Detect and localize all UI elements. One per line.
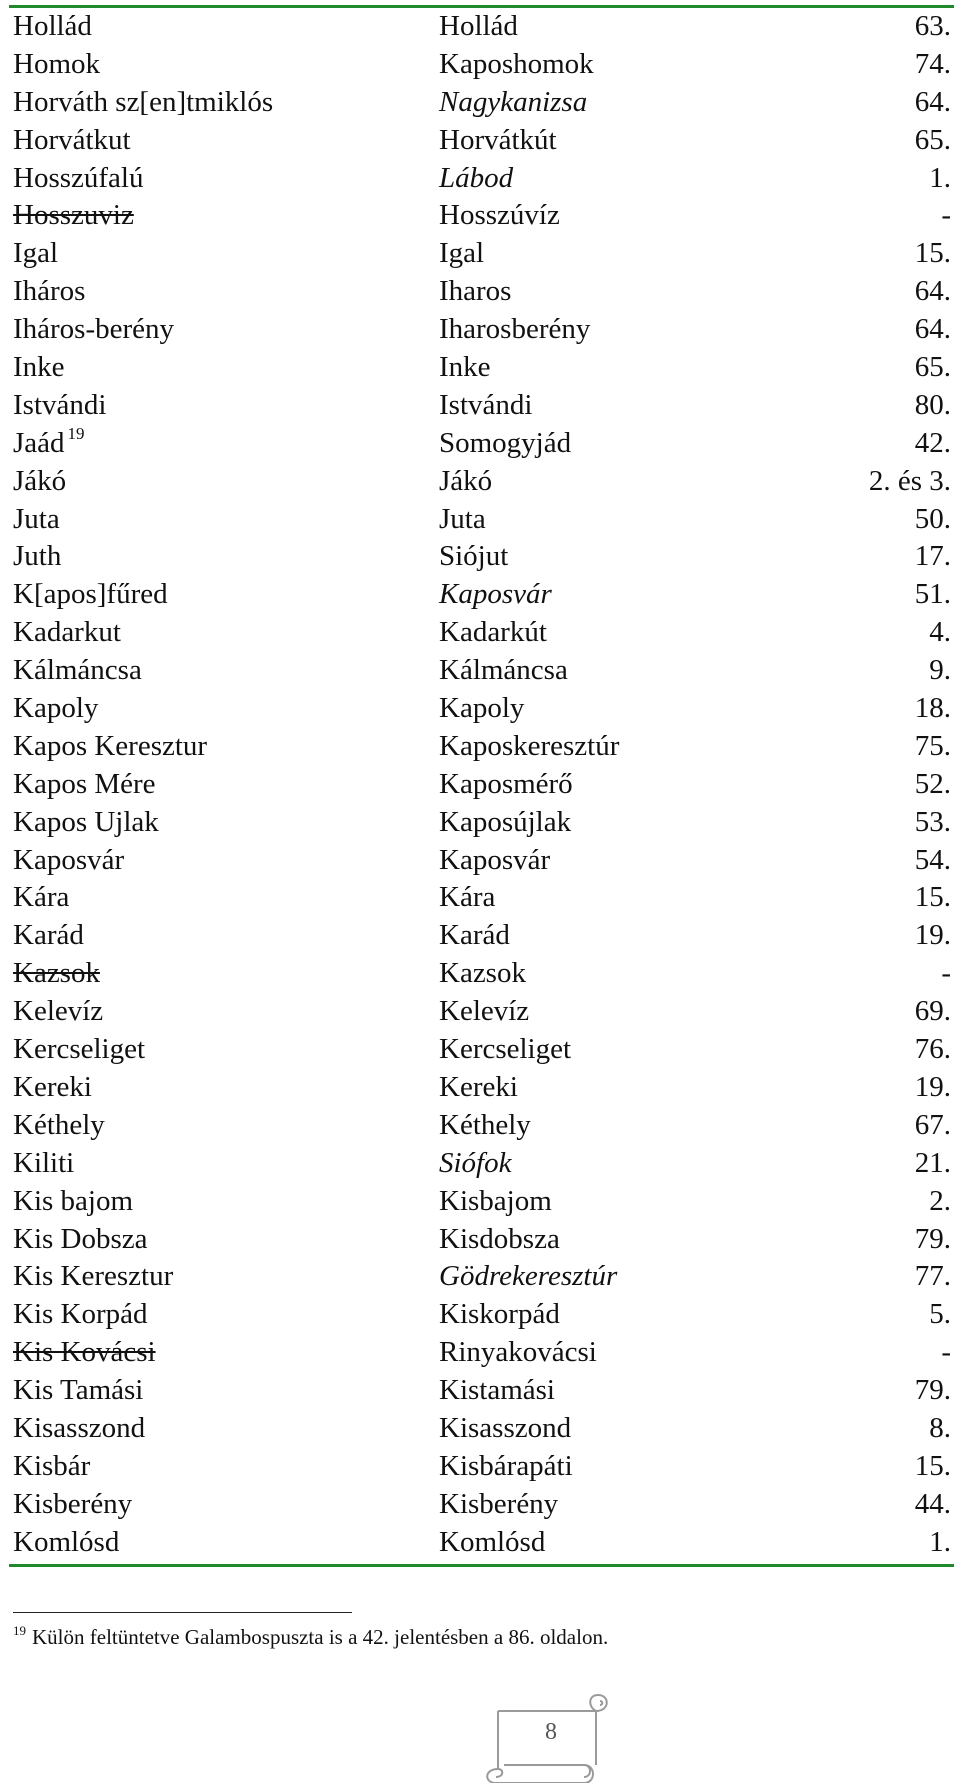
footnote-text: Külön feltüntetve Galambospuszta is a 42. jelentésben a 86. oldalon. (32, 1625, 609, 1649)
old-name-cell (13, 387, 106, 425)
old-name-text: Karád (13, 919, 84, 952)
report-number-cell: - (941, 199, 951, 232)
table-row (13, 197, 951, 235)
old-name-text: Kereki (13, 1070, 92, 1103)
report-number-cell: 44. (914, 1487, 951, 1520)
old-name-text: Kis Kovácsi (13, 1336, 156, 1369)
table-row (13, 349, 951, 387)
report-number-cell: 74. (914, 47, 951, 80)
old-name-cell (13, 1221, 148, 1259)
old-name-cell (13, 1145, 74, 1183)
old-name-cell (13, 235, 58, 273)
table-row (13, 614, 951, 652)
old-name-text: Kisasszond (13, 1411, 146, 1444)
report-number-cell: 2. (929, 1184, 951, 1217)
old-name-text: Hosszúfalú (13, 161, 144, 194)
table-row (13, 1372, 951, 1410)
table-row (13, 1069, 951, 1107)
old-name-text: Juta (13, 502, 60, 535)
current-name-cell: Kaposmérő (439, 767, 573, 800)
old-name-cell (13, 160, 143, 198)
old-name-cell (13, 652, 142, 690)
table-row (13, 501, 951, 539)
table-row (13, 1221, 951, 1259)
report-number-cell: 51. (914, 578, 951, 611)
table-row (13, 1107, 951, 1145)
report-number-cell: 63. (914, 10, 951, 42)
place-name-table (13, 8, 951, 1562)
current-name-cell: Somogyjád (439, 426, 572, 459)
old-name-text: Iháros-berény (13, 313, 175, 346)
report-number-cell: 9. (929, 654, 951, 687)
current-name-cell: Hosszúvíz (439, 199, 560, 232)
footnote-reference: 19 (67, 424, 85, 444)
report-number-cell: 64. (914, 85, 951, 118)
table-row (13, 46, 951, 84)
old-name-text: Hollád (13, 10, 92, 42)
old-name-cell (13, 1031, 145, 1069)
current-name-cell: Kapoly (439, 692, 525, 725)
table-row (13, 1334, 951, 1372)
old-name-text: Kéthely (13, 1108, 105, 1141)
current-name-cell: Kaposhomok (439, 47, 594, 80)
footnote (13, 1622, 608, 1652)
old-name-text: Kapos Ujlak (13, 805, 159, 838)
report-number-cell: 67. (914, 1108, 951, 1141)
footnote-marker: 19 (13, 1622, 26, 1638)
old-name-cell (13, 917, 84, 955)
table-row (13, 652, 951, 690)
report-number-cell: 53. (914, 805, 951, 838)
report-number-cell: 75. (914, 729, 951, 762)
old-name-text: Kálmáncsa (13, 654, 142, 687)
old-name-text: Jaád (13, 426, 65, 459)
old-name-text: Kadarkut (13, 616, 121, 649)
table-row (13, 690, 951, 728)
report-number-cell: 19. (914, 919, 951, 952)
old-name-cell (13, 766, 156, 804)
old-name-cell (13, 311, 174, 349)
report-number-cell: 18. (914, 692, 951, 725)
report-number-cell: 15. (914, 881, 951, 914)
table-row (13, 538, 951, 576)
old-name-cell (13, 842, 124, 880)
old-name-cell (13, 804, 159, 842)
report-number-cell: 65. (914, 351, 951, 384)
old-name-cell (13, 1486, 132, 1524)
table-row (13, 1486, 951, 1524)
bottom-green-rule (9, 1564, 954, 1567)
current-name-cell: Jákó (439, 464, 493, 497)
old-name-text: Juth (13, 540, 62, 573)
old-name-cell (13, 879, 69, 917)
old-name-cell (13, 501, 60, 539)
current-name-cell: Hollád (439, 10, 518, 42)
current-name-cell: Inke (439, 351, 491, 384)
old-name-cell (13, 1410, 145, 1448)
current-name-cell: Nagykanizsa (439, 85, 588, 118)
old-name-text: Komlósd (13, 1525, 120, 1558)
old-name-text: Kis Korpád (13, 1298, 148, 1331)
old-name-cell (13, 1448, 90, 1486)
report-number-cell: 15. (914, 1449, 951, 1482)
report-number-cell: 64. (914, 313, 951, 346)
table-row (13, 273, 951, 311)
footnote-separator (13, 1612, 352, 1613)
old-name-text: Kercseliget (13, 1033, 146, 1066)
table-row (13, 235, 951, 273)
old-name-text: Igal (13, 237, 59, 270)
current-name-cell: Kaposvár (439, 578, 552, 611)
table-row (13, 1031, 951, 1069)
old-name-text: Inke (13, 351, 65, 384)
old-name-text: Istvándi (13, 388, 107, 421)
old-name-cell (13, 1183, 133, 1221)
current-name-cell: Istvándi (439, 388, 533, 421)
report-number-cell: 80. (914, 388, 951, 421)
old-name-text: Horváth sz[en]tmiklós (13, 85, 274, 118)
current-name-cell: Kazsok (439, 957, 526, 990)
old-name-cell (13, 614, 121, 652)
current-name-cell: Kisdobsza (439, 1222, 560, 1255)
current-name-cell: Iharos (439, 275, 512, 308)
table-row (13, 160, 951, 198)
old-name-text: Kapos Keresztur (13, 729, 208, 762)
current-name-cell: Kisberény (439, 1487, 559, 1520)
old-name-cell (13, 1069, 92, 1107)
table-row (13, 1524, 951, 1562)
table-row (13, 1410, 951, 1448)
report-number-cell: 52. (914, 767, 951, 800)
table-row (13, 804, 951, 842)
report-number-cell: 50. (914, 502, 951, 535)
report-number-cell: 42. (914, 426, 951, 459)
table-row (13, 879, 951, 917)
report-number-cell: 1. (929, 161, 951, 194)
old-name-text: Kazsok (13, 957, 100, 990)
old-name-cell (13, 1334, 156, 1372)
table-row (13, 993, 951, 1031)
old-name-cell (13, 955, 100, 993)
table-row (13, 122, 951, 160)
old-name-text: Jákó (13, 464, 67, 497)
old-name-cell (13, 690, 98, 728)
old-name-text: Hosszuviz (13, 199, 134, 232)
old-name-text: Homok (13, 47, 100, 80)
old-name-cell (13, 425, 85, 463)
report-number-cell: 4. (929, 616, 951, 649)
old-name-text: Kaposvár (13, 843, 125, 876)
old-name-text: Kis Tamási (13, 1374, 144, 1407)
current-name-cell: Kistamási (439, 1374, 555, 1407)
table-row (13, 84, 951, 122)
report-number-cell: 17. (914, 540, 951, 573)
report-number-cell: 76. (914, 1033, 951, 1066)
current-name-cell: Siófok (439, 1146, 512, 1179)
table-row (13, 1296, 951, 1334)
table-row (13, 955, 951, 993)
current-name-cell: Iharosberény (439, 313, 591, 346)
report-number-cell: 8. (929, 1411, 951, 1444)
old-name-cell (13, 728, 207, 766)
current-name-cell: Kára (439, 881, 496, 914)
report-number-cell: 21. (914, 1146, 951, 1179)
report-number-cell: 19. (914, 1070, 951, 1103)
old-name-text: K[apos]fűred (13, 578, 168, 611)
old-name-text: Kis Keresztur (13, 1260, 174, 1293)
current-name-cell: Kereki (439, 1070, 518, 1103)
old-name-cell (13, 122, 131, 160)
old-name-text: Kapoly (13, 692, 99, 725)
current-name-cell: Karád (439, 919, 510, 952)
current-name-cell: Lábod (439, 161, 514, 194)
old-name-cell (13, 1524, 119, 1562)
report-number-cell: - (941, 957, 951, 990)
old-name-text: Kelevíz (13, 995, 104, 1028)
current-name-cell: Siójut (439, 540, 509, 573)
current-name-cell: Kálmáncsa (439, 654, 568, 687)
old-name-cell (13, 1372, 143, 1410)
current-name-cell: Kaposkeresztúr (439, 729, 620, 762)
old-name-text: Kapos Mére (13, 767, 156, 800)
report-number-cell: 69. (914, 995, 951, 1028)
old-name-cell (13, 8, 92, 46)
old-name-text: Kiliti (13, 1146, 75, 1179)
page-number: 8 (545, 1719, 557, 1745)
table-row (13, 1145, 951, 1183)
current-name-cell: Kadarkút (439, 616, 547, 649)
old-name-text: Kisbár (13, 1449, 91, 1482)
table-row (13, 463, 951, 501)
report-number-cell: 79. (914, 1222, 951, 1255)
old-name-cell (13, 993, 103, 1031)
current-name-cell: Kisasszond (439, 1411, 572, 1444)
report-number-cell: 65. (914, 123, 951, 156)
current-name-cell: Komlósd (439, 1525, 546, 1558)
table-row (13, 1183, 951, 1221)
report-number-cell: 2. és 3. (868, 464, 951, 497)
current-name-cell: Kercseliget (439, 1033, 572, 1066)
table-row (13, 1448, 951, 1486)
old-name-cell (13, 46, 100, 84)
table-row (13, 425, 951, 463)
current-name-cell: Kéthely (439, 1108, 531, 1141)
old-name-text: Kis bajom (13, 1184, 134, 1217)
current-name-cell: Kaposvár (439, 843, 551, 876)
old-name-text: Kisberény (13, 1487, 133, 1520)
current-name-cell: Kiskorpád (439, 1298, 560, 1331)
table-row (13, 8, 951, 46)
current-name-cell: Gödrekeresztúr (439, 1260, 618, 1293)
report-number-cell: 77. (914, 1260, 951, 1293)
table-row (13, 917, 951, 955)
old-name-cell (13, 84, 273, 122)
old-name-cell (13, 538, 61, 576)
current-name-cell: Kaposújlak (439, 805, 572, 838)
report-number-cell: 5. (929, 1298, 951, 1331)
old-name-cell (13, 1107, 105, 1145)
current-name-cell: Rinyakovácsi (439, 1336, 597, 1369)
current-name-cell: Horvátkút (439, 123, 557, 156)
current-name-cell: Kisbárapáti (439, 1449, 573, 1482)
old-name-text: Iháros (13, 275, 86, 308)
current-name-cell: Juta (439, 502, 486, 535)
old-name-text: Kis Dobsza (13, 1222, 148, 1255)
table-row (13, 766, 951, 804)
current-name-cell: Kisbajom (439, 1184, 552, 1217)
report-number-cell: 1. (929, 1525, 951, 1558)
table-row (13, 576, 951, 614)
old-name-cell (13, 1258, 173, 1296)
table-row (13, 387, 951, 425)
old-name-cell (13, 273, 85, 311)
old-name-cell (13, 463, 66, 501)
table-row (13, 842, 951, 880)
current-name-cell: Kelevíz (439, 995, 530, 1028)
report-number-cell: 15. (914, 237, 951, 270)
old-name-cell (13, 197, 134, 235)
table-row (13, 1258, 951, 1296)
old-name-cell (13, 1296, 148, 1334)
report-number-cell: 64. (914, 275, 951, 308)
old-name-text: Horvátkut (13, 123, 131, 156)
report-number-cell: 79. (914, 1374, 951, 1407)
old-name-text: Kára (13, 881, 70, 914)
table-row (13, 728, 951, 766)
table-row (13, 311, 951, 349)
report-number-cell: - (941, 1336, 951, 1369)
old-name-cell (13, 576, 168, 614)
old-name-cell (13, 349, 65, 387)
current-name-cell: Igal (439, 237, 485, 270)
report-number-cell: 54. (914, 843, 951, 876)
